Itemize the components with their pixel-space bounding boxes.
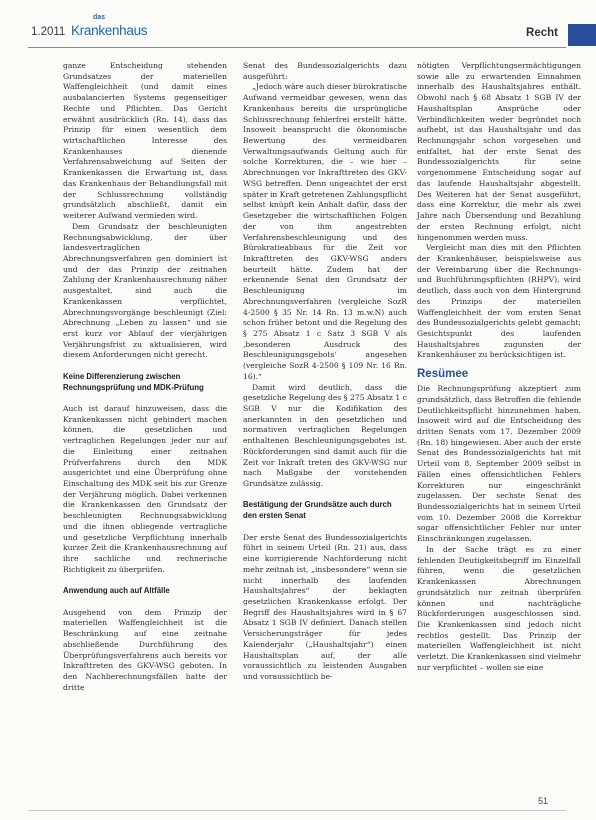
section-color-bar [568,24,596,46]
page-number: 51 [537,796,548,806]
paragraph: Ausgehend von dem Prinzip der materiellen Waffengleichheit ist die Beschränkung auf eine zeitnahe abschließende Durchführung des Überprüfungsverfahrens auch bereits vor Inkrafttreten des GKV-WSG geboten. In den Nachberechnungsfällen hatte der dritte [63,607,227,692]
logo-das-text: das [93,14,106,21]
quotation: „Jedoch wäre auch dieser bürokratische Aufwand vermeidbar gewesen, wenn das Krankenhaus bereits die ursprüngliche Schlussrechnung fehlerfrei erstellt hätte. Insoweit beansprucht die ökonomische Bewertung des vermeidbaren Verwaltungsaufwands Geltung auch für solche Korrekturen, die – wie hier – Abrechnungen vor Inkrafttreten des GKV-WSG betreffen. Denn ungeachtet der erst später in Kraft getretenen Zahlungspflicht selbst knüpft kein Anhalt dafür, dass der Gesetzgeber die wirtschaftlichen Folgen der von ihm angestrebten Verfahrensbeschleunigung und des Bürokratieabbaus für die Zeit vor Inkrafttreten des GKV-WSG anders beurteilt hätte. Zudem hat der erkennende Senat den Grundsatz der Beschleunigung im Abrechnungsverfahren (vergleiche SozR 4-2500 § 35 Nr. 14 Rn. 13 m.w.N) auch schon früher betont und die Regelung des § 275 Absatz 1 c Satz 3 SGB V als ‚besonderen Ausdruck des Beschleunigungsgebots‘ angesehen (vergleiche SozR 4-2500 § 109 Nr. 16 Rn. 16).“ [243,82,407,381]
column-middle [243,61,407,683]
page-header [0,0,596,48]
paragraph: Vergleicht man dies mit den Pflichten der Krankenhäuser, beispielsweise aus der Vereinbarung über die Rechnungs- und Buchführungspflichten (RHPV), wird deutlich, dass auch von dem Hintergrund des Prinzips der materiellen Waffengleichheit der vom ersten Senat des Bundessozialgerichts gelebt gemacht; Gesichtspunkt des laufenden Haushaltsjahres zugunsten der Krankenhäuser zu berücksichtigen ist. [417,243,581,360]
paragraph: ganze Entscheidung stehenden Grundsatzes der materiellen Waffengleichheit (und damit eines ausbalancierten Systems gegenseitiger Rechte und Pflichten. Das Gericht erwähnt ausdrücklich (Rn. 14), dass das Prinzip für einen wesentlich dem wirtschaftlichen Interesse des Krankenhauses dienende Verfahrensabweichung auf Seiten der Krankenkassen die Erwartung ist, dass das Krankenhaus der Behandlungsfall mit der Schlussrechnung vollständig grundsätzlich abschließt, damit ein weiterer Aufwand vermieden wird. [63,61,227,221]
section-title: Recht [526,27,558,39]
paragraph: Dem Grundsatz der beschleunigten Rechnungsabwicklung, der über landesvertraglichen Abrechnungsverfahren gen dominiert ist und der das Prinzip der zeitnahen Zahlung der Krankenhausrechnung näher ausgestaltet, sind auch die Krankenkassen verpflichtet, Abrechnungsvorgänge beschleunigt (Ziel: Abrechnung „Leben zu lassen“ und sie erst kurz vor Ablauf der vierjährigen Verjährungsfrist zu aktualisieren, wird diesem Anforderungen nicht gerecht. [63,221,227,360]
journal-logo [71,14,148,44]
paragraph: Senat des Bundessozialgerichts dazu ausgeführt: [243,61,407,81]
footer-rule [28,810,566,811]
subheading: Anwendung auch auf Altfälle [63,586,170,596]
column-left [63,61,227,693]
paragraph: Auch ist darauf hinzuweisen, dass die Krankenkassen nicht gehindert machen können, die gesetzlichen und vertraglichen Regelungen jeder nur auf die Einleitung einer zeitnahen Prüfverfahrens durch den MDK ausgerichtet und eine Überprüfung ohne Einschaltung des MDK seit bis zur Grenze der Verjährung möglich. Dabei verkennen die Krankenkassen den Grundsatz der beschleunigten Rechnungsabwicklung und die ihnen obliegende vertragliche und gesetzliche Verpflichtung innerhalb kurzer Zeit die Krankenhausrechnung auf ihre sachliche und rechnerische Richtigkeit zu überprüfen. [63,404,227,574]
subheading: Keine Differenzierung zwischen Rechnungsprüfung und MDK-Prüfung [63,371,204,392]
paragraph: Der erste Senat des Bundessozialgerichts führt in seinem Urteil (Rn. 21) aus, dass eine korrigierende Nachforderung nicht mehr zeitnah ist, „insbesondere“ wenn sie nicht innerhalb des laufenden Haushaltsjahres“ der beklagten gesetzlichen Krankenkasse erfolgt. Der Begriff des Haushaltsjahres wird in § 67 Absatz 1 SGB IV definiert. Danach stellen Versicherungsträger für jedes Kalenderjahr („Haushaltsjahr“) einen Haushaltsplan auf, der alle voraussichtlich zu leistenden Ausgaben und voraussichtlich be- [243,532,407,681]
column-right [417,61,581,674]
resume-heading: Resümee [417,368,469,381]
paragraph: nötigten Verpflichtungsermächtigungen sowie alle zu erwartenden Einnahmen innerhalb des Haushaltsjahres enthält. Obwohl nach § 68 Absatz 1 SGB IV der Haushaltsplan Ansprüche oder Verbindlichkeiten weder begründet noch aufhebt, ist das Haushaltsjahr und das Rechnungsjahr schon vorgesehen und entfaltet, hat der erste Senat des Bundessozialgerichts für seine vorgenommene Entscheidung sogar auf das laufende Haushaltsjahr abgestellt. Des Weiteren hat der Senat ausgeführt, dass eine Korrektur, die mehr als zwei Jahre nach Übersendung und Bezahlung der ersten Rechnung erfolgt, nicht hingenommen werden muss. [417,61,581,242]
header-rule [28,47,566,48]
issue-number: 1.2011 [31,26,66,38]
paragraph: In der Sache trägt es zu einer fehlenden Deutigkeitsbegriff im Einzelfall führen, wenn die gesetzlichen Krankenkassen Abrechnungen grundsätzlich nur zeitnah überprüfen können und nachträgliche Rückforderungen ausgeschlossen sind. Die Krankenkassen sind jedoch nicht rechtlos gestellt. Das Prinzip der materiellen Waffengleichheit ist nicht verletzt. Die Krankenkassen sind vielmehr nur verpflichtet – wollen sie eine [417,544,581,672]
subheading: Bestätigung der Grundsätze auch durch den ersten Senat [243,500,392,521]
paragraph: Damit wird deutlich, dass die gesetzliche Regelung des § 275 Absatz 1 c SGB V nur die Kodifikation des anerkannten in den gesetzlichen und normativen vertraglichen Regelungen enthaltenen Beschleunigungsgebotes ist. Rückforderungen sind damit auch für die Zeit vor Inkraft treten des GKV-WSG nur nach Maßgabe der vorstehenden Grundsätze zulässig. [243,382,407,489]
paragraph: Die Rechnungsprüfung akzeptiert zum grundsätzlich, dass Betroffen die fehlende Deutlichkeitspflicht hinzunehmen haben. Insoweit wird auf die Entscheidung des dritten Senats vom 17. Dezember 2009 (Rn. 18) hingewiesen. Aber auch der erste Senat des Bundessozialgerichts hat mit Urteil vom 8. September 2009 selbst in Fällen eines offensichtlichen Fehlers Korrekturen nur eingeschränkt zugelassen. Der sechste Senat des Bundessozialgerichts hat in seinem Urteil vom 10. Dezember 2008 die Korrektur sogar offensichtlicher Fehler nur unter Einschränkungen zugelassen. [417,384,581,544]
logo-main-text: Krankenhaus [71,23,148,38]
